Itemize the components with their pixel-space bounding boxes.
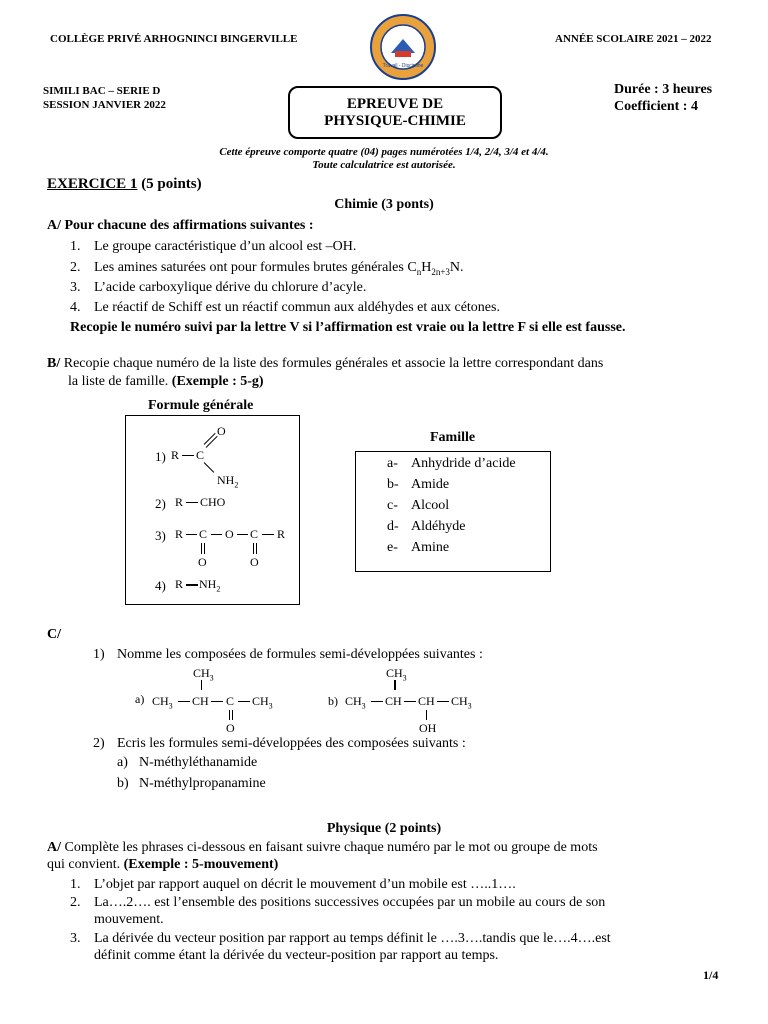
physique-title: Physique (2 points) bbox=[326, 821, 442, 836]
formula3-dbl2a bbox=[253, 543, 254, 554]
c-q2-item-b: b) N-méthylpropanamine bbox=[117, 776, 266, 791]
a-ch: CH bbox=[192, 694, 209, 708]
duration: Durée : 3 heures bbox=[614, 82, 713, 97]
formula1-c: C bbox=[196, 448, 205, 462]
b-bond-1 bbox=[371, 701, 383, 702]
formula4-nh2: $NH_2$ bbox=[199, 577, 221, 594]
formula3-r1: R bbox=[175, 527, 184, 541]
formula2-r: R bbox=[175, 495, 184, 509]
b-ch3-top: $CH_3$ bbox=[386, 666, 407, 683]
a-ch3-right: $CH_3$ bbox=[252, 694, 273, 711]
a-ch3-top: $CH_3$ bbox=[193, 666, 214, 683]
b-ch3-right: $CH_3$ bbox=[451, 694, 472, 711]
exam-name: SIMILI BAC – SERIE D bbox=[43, 85, 161, 97]
school-logo bbox=[369, 13, 437, 81]
formula3-o2: O bbox=[250, 555, 259, 569]
formula1-number: 1) bbox=[155, 449, 166, 464]
formula4-number: 4) bbox=[155, 578, 166, 593]
formula3-r2: R bbox=[277, 527, 286, 541]
logo-motto: Travail - Discipline bbox=[382, 63, 424, 69]
c-question-2: 2) Ecris les formules semi-développées des composées suivants : bbox=[93, 736, 466, 751]
formula1-bond-rc bbox=[182, 455, 194, 456]
p-item-1: 1. L’objet par rapport auquel on décrit le mouvement d’un mobile est …..1…. bbox=[70, 877, 516, 892]
page-number: 1/4 bbox=[703, 968, 719, 982]
c-question-1: 1) Nomme les composées de formules semi-développées suivantes : bbox=[93, 647, 483, 662]
formule-title: Formule générale bbox=[148, 398, 254, 413]
c-q2-item-a: a) N-méthyléthanamide bbox=[117, 755, 258, 770]
school-year: ANNÉE SCOLAIRE 2021 – 2022 bbox=[555, 33, 712, 45]
a-bond-vert-top bbox=[201, 680, 202, 690]
a-item-4: 4. Le réactif de Schiff est un réactif commun aux aldéhydes et aux cétones. bbox=[70, 300, 500, 315]
note-line2: Toute calculatrice est autorisée. bbox=[312, 159, 456, 171]
title-box bbox=[288, 86, 502, 139]
physique-a-line1: A/ Complète les phrases ci-dessous en faisant suivre chaque numéro par le mot ou groupe de mots bbox=[47, 840, 598, 855]
formula3-o-mid: O bbox=[225, 527, 234, 541]
p-item-3-cont: définit comme étant la dérivée du vecteur-position par rapport au temps. bbox=[94, 948, 499, 963]
formula3-dbl2b bbox=[256, 543, 257, 554]
b-bond-3 bbox=[437, 701, 449, 702]
famille-title: Famille bbox=[430, 430, 476, 445]
a-bond-1 bbox=[178, 701, 190, 702]
formula2-cho: CHO bbox=[200, 495, 226, 509]
formula4-bond bbox=[186, 584, 198, 586]
p-item-3: 3. La dérivée du vecteur position par rapport au temps définit le ….3….tandis que le….4….est bbox=[70, 931, 611, 946]
formula3-dbl1a bbox=[201, 543, 202, 554]
formula3-bond1 bbox=[186, 534, 197, 535]
title-line2: PHYSIQUE-CHIMIE bbox=[324, 113, 466, 129]
formula2-bond bbox=[186, 502, 198, 503]
part-c-label: C/ bbox=[47, 627, 61, 642]
a-dbl-b bbox=[232, 710, 233, 720]
exam-session: SESSION JANVIER 2022 bbox=[43, 99, 166, 111]
famille-item-d: d- Aldéhyde bbox=[387, 519, 466, 534]
b-ch1: CH bbox=[385, 694, 402, 708]
exercise1-points: (5 points) bbox=[141, 176, 202, 192]
b-bond-vert-top bbox=[394, 680, 396, 690]
a-item-2: 2. Les amines saturées ont pour formules brutes générales $C_nH_{2n+3}N$. bbox=[70, 260, 464, 277]
formula3-c1: C bbox=[199, 527, 208, 541]
b-oh: OH bbox=[419, 721, 437, 735]
formula2-number: 2) bbox=[155, 496, 166, 511]
formula1-r: R bbox=[171, 448, 180, 462]
p-item-2-cont: mouvement. bbox=[94, 912, 164, 927]
formula1-o: O bbox=[217, 424, 226, 438]
a-item-1: 1. Le groupe caractéristique d’un alcool est –OH. bbox=[70, 239, 357, 254]
formula3-bond4 bbox=[262, 534, 274, 535]
formula3-c2: C bbox=[250, 527, 259, 541]
exercise1-title: EXERCICE 1 bbox=[47, 176, 138, 192]
b-label: b) bbox=[328, 694, 338, 708]
a-bond-2 bbox=[211, 701, 223, 702]
b-bond-vert-bottom bbox=[426, 710, 427, 720]
part-b-line2: la liste de famille. (Exemple : 5-g) bbox=[68, 374, 264, 389]
coefficient: Coefficient : 4 bbox=[614, 99, 698, 114]
part-a-title: A/ Pour chacune des affirmations suivantes : bbox=[47, 218, 314, 233]
formula3-bond2 bbox=[211, 534, 222, 535]
formula4-r: R bbox=[175, 577, 184, 591]
famille-item-b: b- Amide bbox=[387, 477, 450, 492]
a-instruction: Recopie le numéro suivi par la lettre V si l’affirmation est vraie ou la lettre F si elle est fausse. bbox=[70, 320, 626, 335]
formula3-o1: O bbox=[198, 555, 207, 569]
b-ch3-left: $CH_3$ bbox=[345, 694, 366, 711]
part-b-line1: B/ Recopie chaque numéro de la liste des formules générales et associe la lettre correspondant dans bbox=[47, 356, 604, 371]
formula3-bond3 bbox=[237, 534, 248, 535]
b-bond-2 bbox=[404, 701, 416, 702]
note-line1: Cette épreuve comporte quatre (04) pages numérotées 1/4, 2/4, 3/4 et 4/4. bbox=[219, 146, 549, 158]
a-c: C bbox=[226, 694, 235, 708]
a-bond-3 bbox=[238, 701, 250, 702]
chimie-title: Chimie (3 ponts) bbox=[334, 197, 434, 212]
physique-a-line2: qui convient. (Exemple : 5-mouvement) bbox=[47, 857, 279, 872]
formula1-nh2: $NH_2$ bbox=[217, 473, 239, 490]
exercise1-heading bbox=[47, 176, 202, 193]
a-dbl-a bbox=[229, 710, 230, 720]
a-item-3: 3. L’acide carboxylique dérive du chlorure d’acyle. bbox=[70, 280, 367, 295]
famille-item-c: c- Alcool bbox=[387, 498, 450, 513]
a-label: a) bbox=[135, 692, 145, 706]
title-line1: EPREUVE DE bbox=[346, 96, 444, 112]
formula3-number: 3) bbox=[155, 528, 166, 543]
formula3-dbl1b bbox=[204, 543, 205, 554]
a-ch3-left: $CH_3$ bbox=[152, 694, 173, 711]
famille-item-a: a- Anhydride d’acide bbox=[387, 456, 516, 471]
famille-item-e: e- Amine bbox=[387, 540, 450, 555]
b-ch2: CH bbox=[418, 694, 435, 708]
school-name: COLLÈGE PRIVÉ ARHOGNINCI BINGERVILLE bbox=[50, 33, 298, 45]
a-o: O bbox=[226, 721, 235, 735]
p-item-2: 2. La….2…. est l’ensemble des positions successives occupées par un mobile au cours de son bbox=[70, 895, 606, 910]
